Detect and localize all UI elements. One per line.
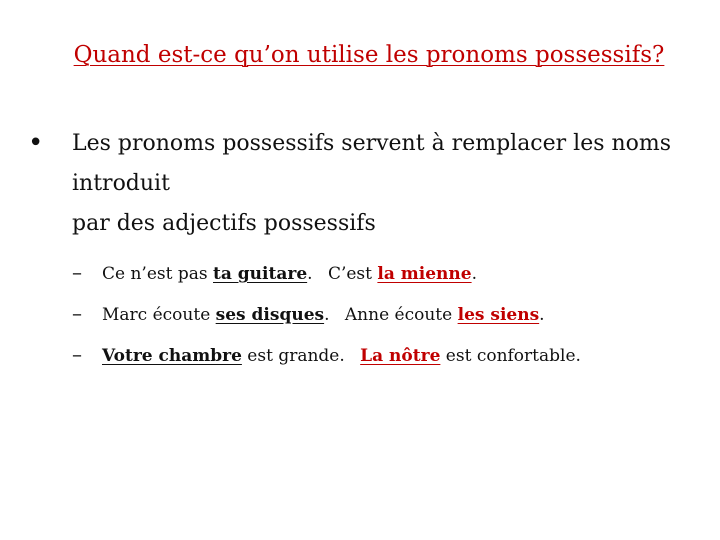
dash-icon: – bbox=[72, 260, 82, 284]
bullet-line-2: par des adjectifs possessifs bbox=[72, 211, 376, 236]
example-pronoun: La nôtre bbox=[360, 346, 441, 366]
example-item bbox=[72, 295, 692, 336]
example-noun: Votre chambre bbox=[102, 346, 242, 366]
example-noun: ses disques bbox=[215, 305, 325, 325]
example-item bbox=[72, 336, 692, 377]
bullet-text bbox=[72, 124, 672, 244]
example-end: . bbox=[539, 305, 545, 325]
example-end: est confortable. bbox=[440, 346, 581, 366]
example-pronoun: les siens bbox=[457, 305, 540, 325]
example-middle-2: Anne écoute bbox=[344, 305, 458, 325]
example-middle-2: C’est bbox=[327, 264, 378, 284]
example-pronoun: la mienne bbox=[377, 264, 472, 284]
example-noun: ta guitare bbox=[213, 264, 308, 284]
example-prefix: Marc écoute bbox=[102, 305, 216, 325]
example-middle: . bbox=[324, 305, 335, 325]
slide-title: Quand est-ce qu’on utilise les pronoms possessifs? bbox=[73, 42, 665, 68]
example-item bbox=[72, 254, 692, 295]
bullet-line-1: Les pronoms possessifs servent à remplacer les noms introduit bbox=[72, 131, 672, 196]
example-middle: . bbox=[307, 264, 318, 284]
bullet-icon: • bbox=[28, 128, 44, 158]
dash-icon: – bbox=[72, 301, 82, 325]
dash-icon: – bbox=[72, 342, 82, 366]
example-end: . bbox=[471, 264, 477, 284]
example-list bbox=[72, 254, 692, 377]
example-middle: est grande. bbox=[241, 346, 351, 366]
example-prefix: Ce n’est pas bbox=[102, 264, 213, 284]
